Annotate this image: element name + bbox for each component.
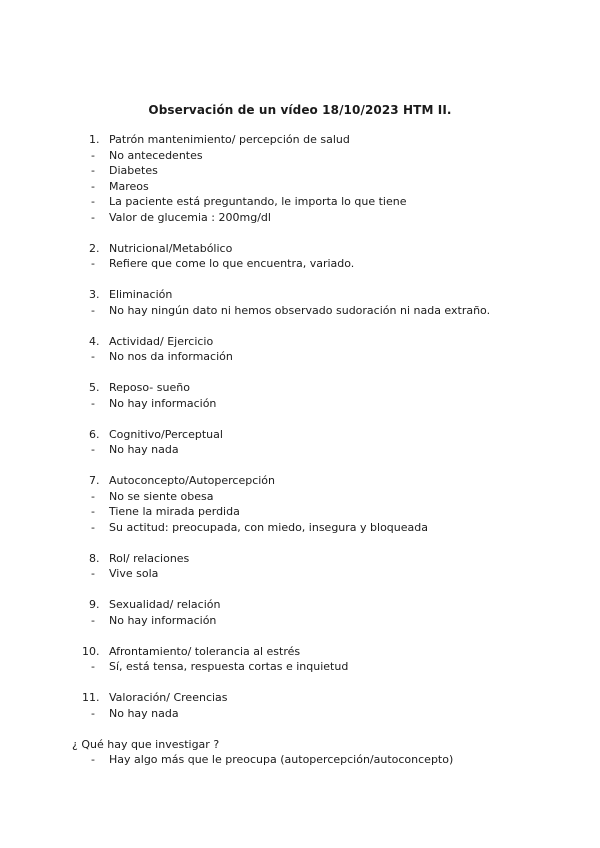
question-section — [0, 737, 600, 768]
list-item — [0, 179, 600, 195]
pattern-heading-text: Valoración/ Creencias — [109, 691, 228, 704]
pattern-heading — [0, 551, 600, 567]
pattern-section — [0, 287, 600, 318]
pattern-number: 11. — [82, 691, 100, 704]
question-line — [0, 737, 600, 753]
bullet-dash: - — [91, 660, 95, 673]
list-item — [0, 194, 600, 210]
list-item-text: No hay información — [109, 613, 217, 627]
bullet-dash: - — [91, 520, 95, 534]
pattern-section — [0, 644, 600, 675]
list-item-text: Vive sola — [109, 567, 159, 580]
list-item-text: Su actitud: preocupada, con miedo, insegura y bloqueada — [109, 520, 428, 534]
list-item-text: No hay ningún dato ni hemos observado sudoración ni nada extraño. — [109, 303, 491, 317]
pattern-heading-text: Reposo- sueño — [109, 381, 190, 394]
pattern-heading — [0, 241, 600, 257]
question-text: ¿ Qué hay que investigar ? — [72, 737, 220, 751]
pattern-number: 7. — [89, 474, 100, 487]
pattern-section — [0, 241, 600, 272]
list-item-text: Refiere que come lo que encuentra, variado. — [109, 257, 355, 270]
list-item-text: No se siente obesa — [109, 489, 214, 503]
list-item-text: Valor de glucemia : 200mg/dl — [109, 210, 271, 224]
bullet-dash: - — [91, 195, 95, 208]
bullet-dash: - — [91, 350, 95, 363]
list-item-text: No hay nada — [109, 706, 179, 720]
pattern-heading-text: Cognitivo/Perceptual — [109, 427, 223, 441]
pattern-heading-text: Nutricional/Metabólico — [109, 241, 233, 255]
pattern-heading-text: Eliminación — [109, 288, 173, 301]
list-item — [0, 504, 600, 520]
pattern-number: 9. — [89, 598, 100, 611]
list-item-text: Hay algo más que le preocupa (autopercepción/autoconcepto) — [109, 753, 454, 766]
pattern-section — [0, 132, 600, 225]
pattern-number: 3. — [89, 288, 100, 301]
list-item-text: No hay nada — [109, 443, 179, 456]
bullet-dash: - — [91, 257, 95, 270]
pattern-heading — [0, 597, 600, 613]
bullet-dash: - — [91, 396, 95, 410]
pattern-section — [0, 380, 600, 411]
bullet-dash: - — [91, 210, 95, 224]
list-item — [0, 659, 600, 675]
bullet-dash: - — [91, 148, 95, 162]
list-item — [0, 210, 600, 226]
pattern-number: 2. — [89, 241, 100, 255]
list-item — [0, 566, 600, 582]
pattern-heading — [0, 690, 600, 706]
list-item — [0, 256, 600, 272]
list-item — [0, 148, 600, 164]
list-item — [0, 752, 600, 768]
bullet-dash: - — [91, 443, 95, 456]
pattern-section — [0, 597, 600, 628]
pattern-heading-text: Actividad/ Ejercicio — [109, 334, 214, 348]
pattern-number: 4. — [89, 334, 100, 348]
pattern-heading — [0, 644, 600, 660]
list-item — [0, 396, 600, 412]
bullet-dash: - — [91, 303, 95, 317]
list-item — [0, 613, 600, 629]
pattern-heading — [0, 132, 600, 148]
pattern-number: 5. — [89, 381, 100, 394]
list-item-text: Diabetes — [109, 164, 158, 177]
bullet-dash: - — [91, 613, 95, 627]
list-item-text: Sí, está tensa, respuesta cortas e inquietud — [109, 660, 349, 673]
pattern-heading — [0, 334, 600, 350]
list-item-text: No hay información — [109, 396, 217, 410]
bullet-dash: - — [91, 706, 95, 720]
pattern-number: 8. — [89, 551, 100, 565]
list-item — [0, 349, 600, 365]
pattern-heading-text: Sexualidad/ relación — [109, 598, 221, 611]
pattern-heading — [0, 287, 600, 303]
pattern-section — [0, 473, 600, 535]
patterns-list — [0, 132, 600, 768]
list-item-text: No nos da información — [109, 350, 233, 363]
pattern-section — [0, 334, 600, 365]
pattern-heading-text: Autoconcepto/Autopercepción — [109, 474, 276, 487]
pattern-section — [0, 427, 600, 458]
list-item — [0, 489, 600, 505]
pattern-number: 1. — [89, 133, 100, 146]
list-item — [0, 303, 600, 319]
document-title: Observación de un vídeo 18/10/2023 HTM II. — [148, 103, 452, 117]
bullet-dash: - — [91, 505, 95, 518]
bullet-dash: - — [91, 179, 95, 193]
pattern-section — [0, 690, 600, 721]
list-item-text: Tiene la mirada perdida — [109, 505, 240, 518]
pattern-number: 6. — [89, 427, 100, 441]
pattern-heading — [0, 473, 600, 489]
list-item-text: No antecedentes — [109, 148, 203, 162]
bullet-dash: - — [91, 164, 95, 177]
list-item-text: Mareos — [109, 179, 149, 193]
bullet-dash: - — [91, 567, 95, 580]
pattern-heading — [0, 427, 600, 443]
pattern-heading — [0, 380, 600, 396]
list-item — [0, 442, 600, 458]
pattern-heading-text: Rol/ relaciones — [109, 551, 190, 565]
list-item — [0, 520, 600, 536]
pattern-heading-text: Patrón mantenimiento/ percepción de salud — [109, 133, 350, 146]
list-item — [0, 163, 600, 179]
pattern-number: 10. — [82, 644, 100, 658]
pattern-section — [0, 551, 600, 582]
list-item — [0, 706, 600, 722]
bullet-dash: - — [91, 489, 95, 503]
pattern-heading-text: Afrontamiento/ tolerancia al estrés — [109, 644, 301, 658]
bullet-dash: - — [91, 753, 95, 766]
list-item-text: La paciente está preguntando, le importa lo que tiene — [109, 195, 407, 208]
